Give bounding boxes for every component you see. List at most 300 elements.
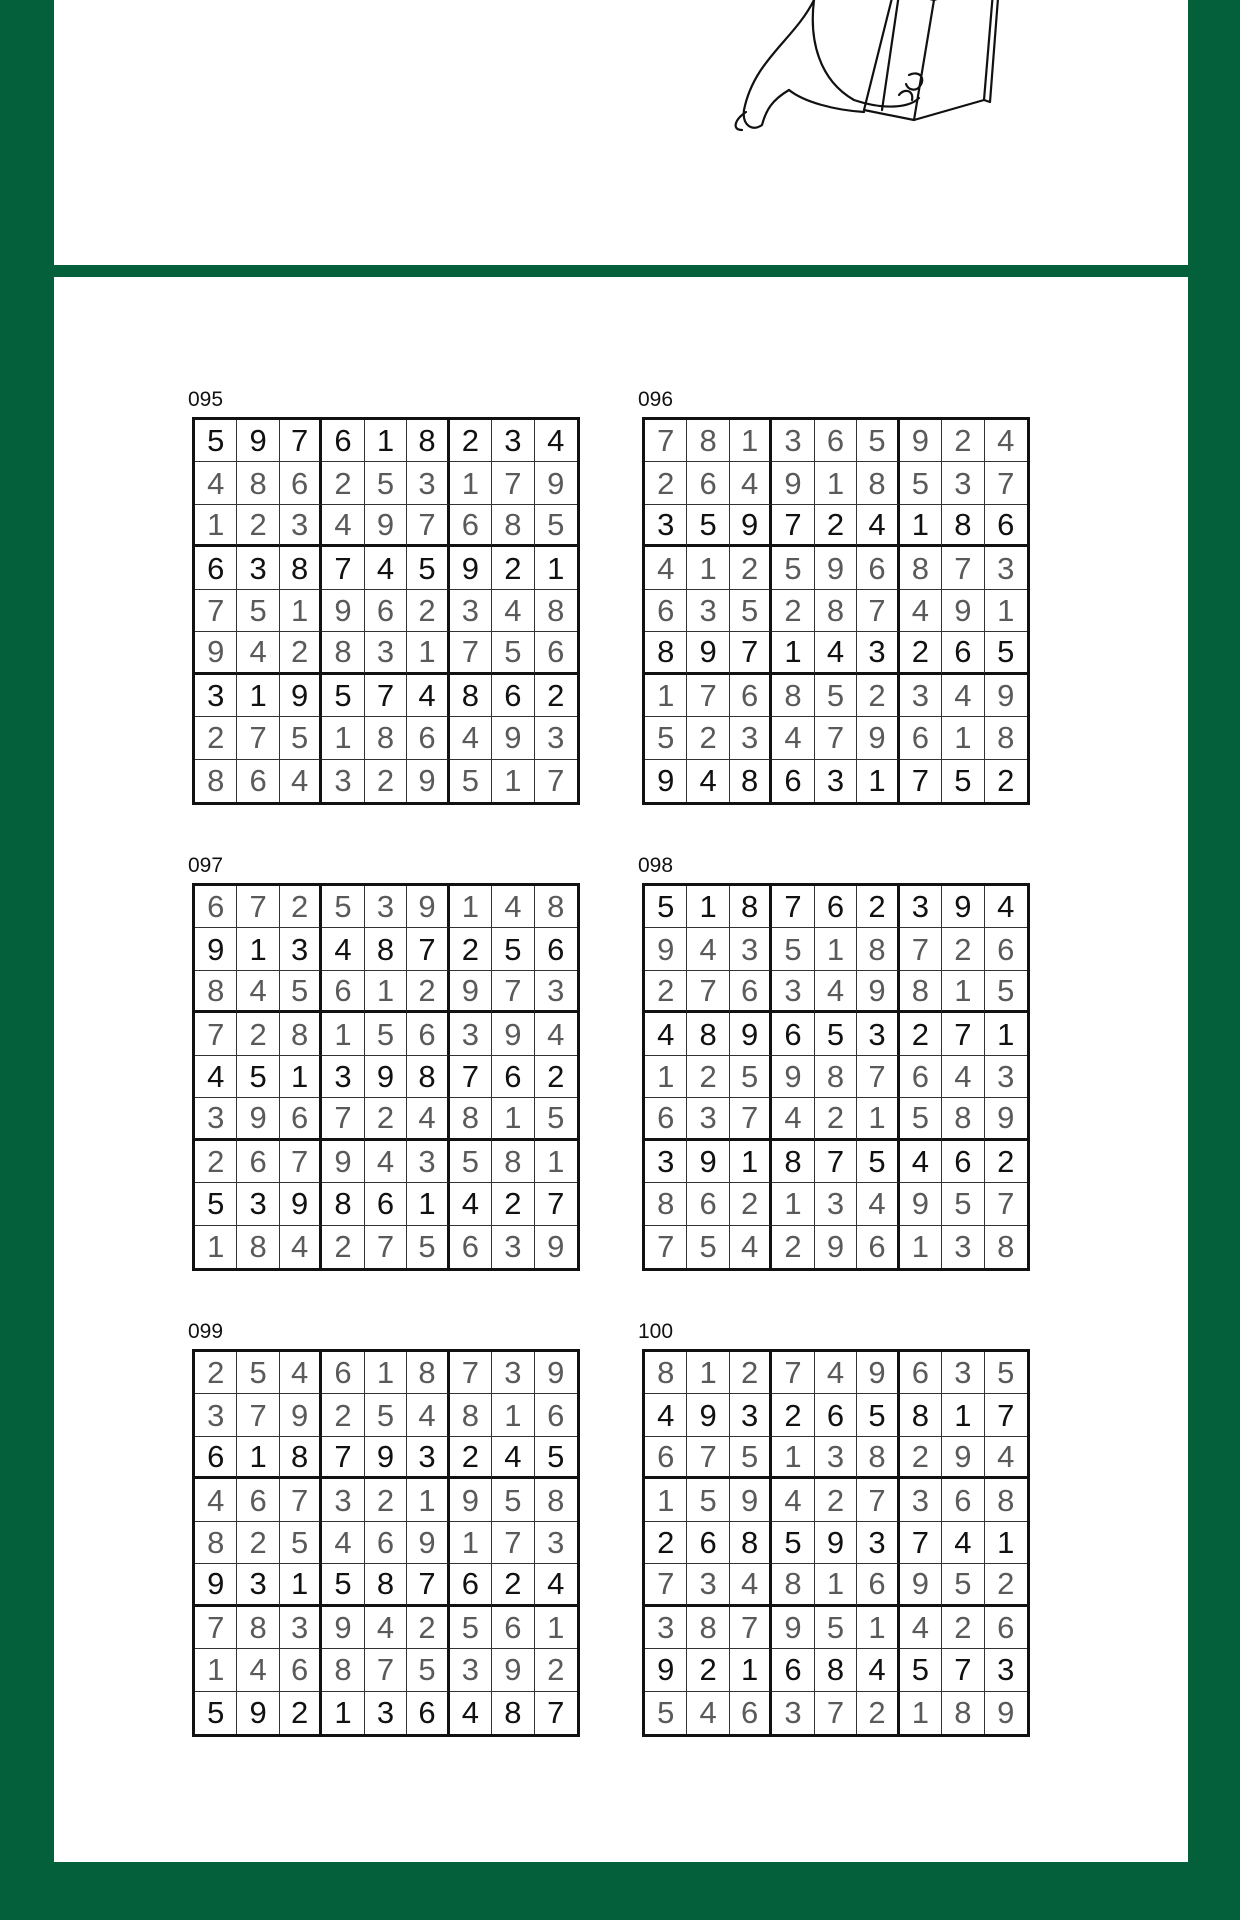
grid-cell: 6: [645, 1437, 687, 1479]
grid-cell: 4: [687, 760, 729, 802]
grid-cell: 3: [815, 760, 857, 802]
grid-cell: 3: [535, 1522, 577, 1564]
grid-cell: 3: [985, 547, 1027, 589]
grid-cell: 7: [857, 590, 899, 632]
grid-cell: 2: [900, 1437, 942, 1479]
grid-cell: 7: [450, 1352, 492, 1394]
grid-cell: 2: [900, 632, 942, 674]
grid-cell: 9: [450, 547, 492, 589]
grid-cell: 8: [365, 717, 407, 759]
sudoku-grid: [192, 417, 580, 805]
grid-cell: 4: [772, 717, 814, 759]
grid-cell: 6: [492, 675, 534, 717]
grid-cell: 3: [772, 1692, 814, 1734]
grid-cell: 8: [280, 1013, 322, 1055]
grid-cell: 5: [857, 1141, 899, 1183]
grid-cell: 2: [985, 1564, 1027, 1606]
grid-cell: 9: [237, 1098, 279, 1140]
grid-cell: 2: [942, 928, 984, 970]
grid-cell: 5: [942, 1183, 984, 1225]
grid-cell: 2: [450, 928, 492, 970]
puzzle-number: 097: [188, 854, 224, 877]
grid-cell: 8: [645, 1183, 687, 1225]
grid-cell: 4: [815, 632, 857, 674]
grid-cell: 7: [322, 1437, 364, 1479]
grid-cell: 5: [195, 420, 237, 462]
grid-cell: 2: [535, 1649, 577, 1691]
grid-cell: 7: [195, 1013, 237, 1055]
grid-cell: 9: [997, 1695, 1015, 1731]
grid-cell: 5: [237, 1056, 279, 1098]
grid-cell: 2: [365, 1479, 407, 1521]
grid-cell: 8: [195, 1522, 237, 1564]
grid-cell: 4: [492, 886, 534, 928]
grid-cell: 6: [535, 1394, 577, 1436]
grid-cell: 1: [730, 1649, 772, 1691]
grid-cell: 5: [985, 971, 1027, 1013]
grid-cell: 4: [900, 590, 942, 632]
grid-cell: 1: [322, 1692, 364, 1734]
grid-cell: 9: [730, 1013, 772, 1055]
grid-cell: 9: [280, 1394, 322, 1436]
grid-cell: 6: [815, 886, 857, 928]
grid-cell: 3: [645, 1607, 687, 1649]
grid-cell: 6: [407, 1013, 449, 1055]
grid-cell: 7: [687, 971, 729, 1013]
grid-cell: 1: [450, 1522, 492, 1564]
grid-cell: 1: [730, 420, 772, 462]
grid-cell: 2: [645, 971, 687, 1013]
grid-cell: 1: [450, 886, 492, 928]
puzzle-number: 098: [638, 854, 674, 877]
grid-cell: 4: [492, 1437, 534, 1479]
grid-cell: 8: [772, 1564, 814, 1606]
grid-cell: 6: [195, 547, 237, 589]
grid-cell: 3: [492, 420, 534, 462]
grid-cell: 6: [280, 462, 322, 504]
grid-cell: 7: [730, 1607, 772, 1649]
grid-cell: 5: [195, 1183, 237, 1225]
grid-cell: 7: [195, 1607, 237, 1649]
grid-cell: 7: [365, 1649, 407, 1691]
grid-cell: 3: [322, 1479, 364, 1521]
grid-cell: 2: [687, 1056, 729, 1098]
grid-cell: 9: [900, 1564, 942, 1606]
grid-cell: 1: [857, 1098, 899, 1140]
grid-cell: 5: [535, 505, 577, 547]
grid-cell: 3: [280, 928, 322, 970]
grid-cell: 9: [942, 590, 984, 632]
grid-cell: 3: [237, 547, 279, 589]
grid-cell: 3: [450, 590, 492, 632]
grid-cell: 3: [815, 1183, 857, 1225]
sudoku-grid: [642, 1349, 1030, 1737]
grid-cell: 4: [450, 1183, 492, 1225]
grid-cell: 4: [407, 1098, 449, 1140]
grid-cell: 3: [687, 1098, 729, 1140]
grid-cell: 8: [687, 1607, 729, 1649]
grid-cell: 6: [942, 632, 984, 674]
grid-cell: 5: [450, 1141, 492, 1183]
grid-cell: 7: [900, 760, 942, 802]
grid-cell: 4: [985, 1437, 1027, 1479]
grid-cell: 2: [322, 1394, 364, 1436]
grid-cell: 1: [942, 1394, 984, 1436]
grid-cell: 8: [645, 1352, 687, 1394]
grid-cell: 2: [815, 505, 857, 547]
grid-cell: 5: [730, 1056, 772, 1098]
grid-cell: 3: [237, 1183, 279, 1225]
grid-cell: 2: [857, 675, 899, 717]
grid-cell: 8: [645, 632, 687, 674]
grid-cell: 5: [772, 928, 814, 970]
grid-cell: 6: [985, 928, 1027, 970]
grid-cell: 6: [857, 1564, 899, 1606]
grid-cell: 2: [857, 1692, 899, 1734]
grid-cell: 3: [900, 886, 942, 928]
grid-cell: 9: [815, 1522, 857, 1564]
grid-cell: 3: [280, 505, 322, 547]
grid-cell: 3: [195, 675, 237, 717]
grid-cell: 5: [365, 1394, 407, 1436]
grid-cell: 6: [492, 1607, 534, 1649]
grid-cell: 2: [195, 1141, 237, 1183]
grid-cell: 5: [687, 1226, 729, 1268]
grid-cell: 5: [985, 1352, 1027, 1394]
grid-cell: 1: [407, 632, 449, 674]
grid-cell: 3: [407, 1141, 449, 1183]
grid-cell: 3: [407, 462, 449, 504]
grid-cell: 8: [900, 1394, 942, 1436]
grid-cell: 6: [535, 928, 577, 970]
grid-cell: 5: [450, 760, 492, 802]
grid-cell: 4: [450, 717, 492, 759]
grid-cell: 1: [365, 420, 407, 462]
grid-cell: 6: [857, 1226, 899, 1268]
grid-cell: 6: [195, 1437, 237, 1479]
grid-cell: 1: [857, 1607, 899, 1649]
grid-cell: 6: [772, 1013, 814, 1055]
grid-cell: 8: [900, 971, 942, 1013]
grid-cell: 6: [772, 760, 814, 802]
grid-cell: 9: [645, 1649, 687, 1691]
grid-cell: 3: [942, 462, 984, 504]
grid-cell: 8: [687, 420, 729, 462]
grid-cell: 8: [492, 505, 534, 547]
cartoon-character-reading-book-icon: [694, 0, 1114, 180]
grid-cell: 1: [237, 928, 279, 970]
sudoku-grid: [192, 1349, 580, 1737]
grid-cell: 9: [942, 886, 984, 928]
grid-cell: 4: [942, 1522, 984, 1564]
grid-cell: 7: [942, 1013, 984, 1055]
grid-cell: 1: [280, 1056, 322, 1098]
grid-cell: 4: [322, 1522, 364, 1564]
grid-cell: 3: [815, 1437, 857, 1479]
grid-cell: 4: [280, 760, 322, 802]
grid-cell: 5: [942, 1564, 984, 1606]
grid-cell: 6: [450, 1226, 492, 1268]
grid-cell: 2: [772, 1226, 814, 1268]
grid-cell: 3: [687, 1564, 729, 1606]
grid-cell: 7: [365, 1226, 407, 1268]
grid-cell: 2: [492, 547, 534, 589]
grid-cell: 8: [985, 1479, 1027, 1521]
grid-cell: 3: [942, 1226, 984, 1268]
puzzle-number: 095: [188, 388, 224, 411]
grid-cell: 4: [450, 1692, 492, 1734]
grid-cell: 7: [407, 1564, 449, 1606]
grid-cell: 6: [815, 1394, 857, 1436]
grid-cell: 8: [407, 1056, 449, 1098]
grid-cell: 5: [407, 1226, 449, 1268]
grid-cell: 1: [687, 1352, 729, 1394]
grid-cell: 5: [730, 1437, 772, 1479]
grid-cell: 1: [815, 1564, 857, 1606]
grid-cell: 8: [407, 1352, 449, 1394]
grid-cell: 3: [730, 928, 772, 970]
grid-cell: 6: [900, 1352, 942, 1394]
grid-cell: 9: [730, 1479, 772, 1521]
sudoku-solution-099: [188, 1321, 588, 1741]
grid-cell: 8: [322, 632, 364, 674]
grid-cell: 3: [407, 1437, 449, 1479]
grid-cell: 5: [407, 547, 449, 589]
grid-cell: 2: [730, 547, 772, 589]
grid-cell: 7: [687, 1437, 729, 1479]
grid-cell: 5: [322, 675, 364, 717]
grid-cell: 9: [730, 505, 772, 547]
puzzle-number: 096: [638, 388, 674, 411]
grid-cell: 4: [730, 1226, 772, 1268]
grid-cell: 3: [280, 1607, 322, 1649]
grid-cell: 4: [195, 462, 237, 504]
grid-cell: 4: [195, 1056, 237, 1098]
grid-cell: 1: [492, 1394, 534, 1436]
grid-cell: 2: [407, 590, 449, 632]
grid-cell: 5: [857, 1394, 899, 1436]
grid-cell: 6: [450, 1564, 492, 1606]
grid-cell: 7: [280, 1479, 322, 1521]
grid-cell: 5: [365, 462, 407, 504]
grid-cell: 7: [985, 462, 1027, 504]
grid-cell: 2: [687, 1649, 729, 1691]
grid-cell: 9: [365, 1056, 407, 1098]
grid-cell: 1: [535, 1141, 577, 1183]
grid-cell: 8: [772, 1141, 814, 1183]
grid-cell: 8: [195, 760, 237, 802]
grid-cell: 9: [237, 420, 279, 462]
grid-cell: 2: [985, 1141, 1027, 1183]
grid-cell: 4: [645, 1013, 687, 1055]
grid-cell: 8: [237, 1226, 279, 1268]
grid-cell: 9: [942, 1437, 984, 1479]
grid-cell: 7: [322, 1098, 364, 1140]
grid-cell: 5: [365, 1013, 407, 1055]
grid-cell: 6: [322, 971, 364, 1013]
grid-cell: 5: [535, 1437, 577, 1479]
grid-cell: 1: [985, 1013, 1027, 1055]
grid-cell: 9: [237, 1692, 279, 1734]
grid-cell: 4: [365, 1607, 407, 1649]
grid-cell: 1: [195, 1649, 237, 1691]
grid-cell: 4: [237, 1649, 279, 1691]
grid-cell: 1: [280, 590, 322, 632]
grid-cell: 2: [322, 1226, 364, 1268]
grid-cell: 5: [535, 1098, 577, 1140]
grid-cell: 4: [535, 1013, 577, 1055]
grid-cell: 7: [772, 886, 814, 928]
grid-cell: 6: [815, 420, 857, 462]
grid-cell: 2: [280, 632, 322, 674]
grid-cell: 7: [407, 928, 449, 970]
grid-cell: 2: [237, 505, 279, 547]
grid-cell: 6: [492, 1056, 534, 1098]
grid-cell: 1: [492, 760, 534, 802]
grid-cell: 5: [322, 1564, 364, 1606]
grid-cell: 6: [857, 547, 899, 589]
grid-cell: 7: [547, 1695, 565, 1731]
grid-cell: 3: [365, 632, 407, 674]
grid-cell: 4: [772, 1479, 814, 1521]
grid-cell: 4: [942, 675, 984, 717]
grid-cell: 8: [492, 1692, 534, 1734]
grid-cell: 6: [322, 1352, 364, 1394]
grid-cell: 4: [985, 420, 1027, 462]
grid-cell: 9: [492, 1013, 534, 1055]
grid-cell: 8: [450, 675, 492, 717]
grid-cell: 4: [815, 1352, 857, 1394]
grid-cell: 9: [645, 760, 687, 802]
grid-cell: 3: [535, 971, 577, 1013]
grid-cell: 6: [900, 717, 942, 759]
puzzle-number: 100: [638, 1320, 674, 1343]
grid-cell: 5: [815, 1013, 857, 1055]
grid-cell: 8: [322, 1649, 364, 1691]
grid-cell: 6: [687, 1183, 729, 1225]
grid-cell: 4: [942, 1056, 984, 1098]
grid-cell: 2: [942, 1607, 984, 1649]
grid-cell: 6: [237, 1141, 279, 1183]
grid-cell: 8: [900, 547, 942, 589]
grid-cell: 3: [985, 1056, 1027, 1098]
grid-cell: 2: [772, 590, 814, 632]
grid-cell: 9: [857, 1352, 899, 1394]
grid-cell: 5: [280, 717, 322, 759]
grid-cell: 6: [942, 1141, 984, 1183]
grid-cell: 8: [407, 420, 449, 462]
grid-cell: 6: [900, 1056, 942, 1098]
grid-cell: 8: [730, 1522, 772, 1564]
grid-cell: 9: [195, 1564, 237, 1606]
grid-cell: 9: [280, 675, 322, 717]
grid-cell: 2: [730, 1352, 772, 1394]
grid-cell: 1: [985, 590, 1027, 632]
sudoku-grid: [642, 883, 1030, 1271]
grid-cell: 9: [450, 1479, 492, 1521]
grid-cell: 3: [857, 1522, 899, 1564]
grid-cell: 2: [450, 420, 492, 462]
grid-cell: 9: [450, 971, 492, 1013]
grid-cell: 2: [407, 1607, 449, 1649]
grid-cell: 3: [195, 1098, 237, 1140]
grid-cell: 4: [730, 1564, 772, 1606]
grid-cell: 9: [365, 1437, 407, 1479]
grid-cell: 5: [772, 1522, 814, 1564]
grid-cell: 2: [645, 1522, 687, 1564]
grid-cell: 4: [857, 1183, 899, 1225]
grid-cell: 1: [730, 1141, 772, 1183]
grid-cell: 1: [365, 971, 407, 1013]
grid-cell: 3: [450, 1013, 492, 1055]
grid-cell: 5: [492, 632, 534, 674]
grid-cell: 5: [900, 462, 942, 504]
grid-cell: 2: [492, 1183, 534, 1225]
grid-cell: 1: [645, 1479, 687, 1521]
grid-cell: 4: [900, 1141, 942, 1183]
grid-cell: 2: [280, 1692, 322, 1734]
grid-cell: 7: [280, 1141, 322, 1183]
grid-cell: 2: [237, 1013, 279, 1055]
grid-cell: 1: [942, 717, 984, 759]
grid-cell: 7: [450, 1056, 492, 1098]
grid-cell: 1: [280, 1564, 322, 1606]
grid-cell: 3: [942, 1352, 984, 1394]
grid-cell: 9: [772, 462, 814, 504]
grid-cell: 7: [857, 1056, 899, 1098]
grid-cell: 2: [730, 1183, 772, 1225]
grid-cell: 6: [237, 760, 279, 802]
top-illustration-panel: [54, 0, 1188, 265]
grid-cell: 9: [322, 1141, 364, 1183]
sudoku-solution-096: [638, 389, 1038, 809]
grid-cell: 8: [535, 886, 577, 928]
grid-cell: 8: [857, 1437, 899, 1479]
grid-cell: 5: [772, 547, 814, 589]
grid-cell: 9: [687, 1394, 729, 1436]
grid-cell: 2: [492, 1564, 534, 1606]
grid-cell: 2: [997, 763, 1015, 799]
grid-cell: 5: [645, 886, 687, 928]
grid-cell: 1: [985, 1522, 1027, 1564]
grid-cell: 7: [772, 505, 814, 547]
grid-cell: 3: [365, 886, 407, 928]
grid-cell: 2: [322, 462, 364, 504]
grid-cell: 4: [535, 1564, 577, 1606]
grid-cell: 8: [365, 1564, 407, 1606]
grid-cell: 1: [815, 928, 857, 970]
grid-cell: 5: [280, 1522, 322, 1564]
grid-cell: 2: [365, 1098, 407, 1140]
grid-cell: 5: [985, 632, 1027, 674]
grid-cell: 8: [942, 505, 984, 547]
grid-cell: 6: [730, 675, 772, 717]
grid-cell: 5: [730, 590, 772, 632]
sudoku-grid: [192, 883, 580, 1271]
grid-cell: 9: [492, 717, 534, 759]
grid-cell: 6: [365, 590, 407, 632]
grid-cell: 2: [195, 1352, 237, 1394]
grid-cell: 9: [985, 1098, 1027, 1140]
grid-cell: 1: [900, 1692, 942, 1734]
grid-cell: 7: [492, 1522, 534, 1564]
grid-cell: 1: [687, 886, 729, 928]
grid-cell: 5: [815, 675, 857, 717]
grid-cell: 8: [237, 1607, 279, 1649]
grid-cell: 3: [195, 1394, 237, 1436]
grid-cell: 9: [407, 1522, 449, 1564]
grid-cell: 8: [997, 1229, 1015, 1265]
